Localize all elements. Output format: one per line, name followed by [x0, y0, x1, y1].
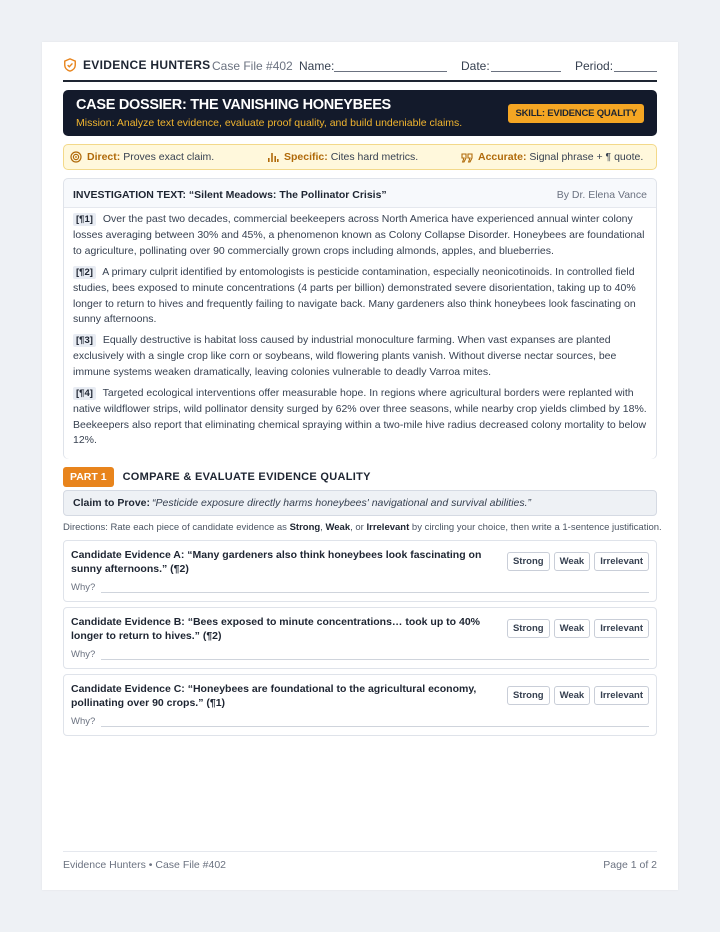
- brand: [63, 58, 210, 72]
- skill-badge: SKILL: EVIDENCE QUALITY: [508, 104, 644, 123]
- criterion-text: Signal phrase + ¶ quote.: [529, 151, 644, 163]
- rating-options: [507, 619, 649, 638]
- criterion-text: Proves exact claim.: [123, 151, 215, 163]
- case-file-label: Case File #402: [212, 59, 293, 73]
- justification-line[interactable]: [101, 592, 649, 593]
- rating-strong-button[interactable]: Strong: [507, 619, 550, 638]
- case-dossier-banner: [63, 90, 657, 136]
- criterion-label: Accurate:: [478, 151, 527, 163]
- candidate-text: Candidate Evidence A: “Many gardeners also think honeybees look fascinating on sunny afternoons.” (¶2): [71, 549, 482, 575]
- directions-strong: Strong: [289, 522, 321, 533]
- why-label: Why?: [71, 649, 96, 660]
- candidate-evidence-b: [63, 607, 657, 669]
- worksheet-header: [63, 58, 657, 82]
- page-number: Page 1 of 2: [603, 859, 657, 871]
- candidate-text: Candidate Evidence C: “Honeybees are foundational to the agricultural economy, pollinating over 90 crops.” (¶1): [71, 683, 477, 709]
- paragraph-2: [73, 265, 648, 328]
- paragraph-number: [¶2]: [73, 266, 96, 279]
- investigation-panel: [63, 178, 657, 459]
- paragraph-text: Over the past two decades, commercial beekeepers across North America have experienced annual winter colony losses averaging between 30% and 45%, a phenomenon known as Colony Collapse Disorder. Honeybees are foundational to agriculture, pollinating over 90 commercially grown crops including almonds, apples, and blueberries.: [73, 213, 645, 257]
- claim-text: “Pesticide exposure directly harms honeybees' navigational and survival abilities.”: [152, 497, 532, 509]
- quality-criteria-bar: [63, 144, 657, 170]
- investigation-body: [64, 207, 656, 459]
- footer-left: Evidence Hunters • Case File #402: [63, 859, 227, 871]
- paragraph-text: Targeted ecological interventions offer measurable hope. In regions where agricultural borders were replanted with native wildflower strips, wild pollinator density surged by 62% over three seasons, while nearby crop yields climbed by 18%. Beekeepers also report that eliminating chemical spraying within a two-mile hive radius decreased colony mortality to below 12%.: [73, 387, 647, 447]
- mission-text: Mission: Analyze text evidence, evaluate proof quality, and build undeniable claims.: [76, 117, 463, 129]
- name-field[interactable]: [334, 71, 447, 72]
- dossier-title: CASE DOSSIER: THE VANISHING HONEYBEES: [76, 97, 391, 113]
- justification-line[interactable]: [101, 659, 649, 660]
- rating-weak-button[interactable]: Weak: [554, 552, 591, 571]
- why-label: Why?: [71, 582, 96, 593]
- directions-irrelevant: Irrelevant: [366, 522, 410, 533]
- justification-line[interactable]: [101, 726, 649, 727]
- paragraph-text: Equally destructive is habitat loss caused by industrial monoculture farming. When vast expanses are planted exclusively with a single crop like corn or soybeans, wild flowering plants vanish. Without diverse nectar sources, bee immune systems weaken dramatically, leaving colonies vulnerable to deadly Varroa mites.: [73, 334, 617, 378]
- claim-box: [63, 490, 657, 516]
- paragraph-number: [¶1]: [73, 213, 96, 226]
- target-icon: [70, 151, 82, 163]
- bar-chart-icon: [267, 151, 279, 163]
- period-label: Period:: [575, 59, 614, 73]
- criterion-label: Direct:: [87, 151, 121, 163]
- candidate-evidence-c: [63, 674, 657, 736]
- directions-sep: ,: [320, 522, 326, 533]
- criterion-direct: [70, 151, 214, 163]
- paragraph-4: [73, 386, 648, 449]
- criterion-accurate: [461, 151, 643, 163]
- directions: [63, 522, 662, 533]
- brand-name: EVIDENCE HUNTERS: [83, 58, 211, 72]
- criterion-text: Cites hard metrics.: [330, 151, 419, 163]
- period-field[interactable]: [614, 71, 657, 72]
- directions-text: by circling your choice, then write a 1-sentence justification.: [409, 522, 662, 533]
- rating-options: [507, 552, 649, 571]
- paragraph-1: [73, 212, 648, 259]
- directions-weak: Weak: [325, 522, 351, 533]
- paragraph-number: [¶4]: [73, 387, 96, 400]
- rating-irrelevant-button[interactable]: Irrelevant: [594, 552, 649, 571]
- rating-irrelevant-button[interactable]: Irrelevant: [594, 686, 649, 705]
- claim-label: Claim to Prove:: [73, 497, 151, 509]
- worksheet-page: [42, 42, 678, 890]
- candidate-text: Candidate Evidence B: “Bees exposed to minute concentrations… took up to 40% longer to return to hives.” (¶2): [71, 616, 480, 642]
- quote-icon: [461, 151, 473, 163]
- rating-strong-button[interactable]: Strong: [507, 686, 550, 705]
- why-label: Why?: [71, 716, 96, 727]
- directions-text: Directions: Rate each piece of candidate evidence as: [63, 522, 290, 533]
- paragraph-3: [73, 333, 648, 380]
- investigation-title: INVESTIGATION TEXT: “Silent Meadows: The Pollinator Crisis”: [73, 189, 387, 201]
- part-tag: PART 1: [63, 467, 114, 487]
- rating-options: [507, 686, 649, 705]
- part-1-heading: [63, 467, 371, 487]
- page-footer: [63, 851, 657, 871]
- paragraph-text: A primary culprit identified by entomologists is pesticide contamination, especially neonicotinoids. In controlled field studies, bees exposed to minute concentrations (4 parts per billion) demonstrated severe disorientation, taking up to 40% longer to return to hives and frequently failing to navigate back. Many gardeners also think honeybees look fascinating on sunny afternoons.: [73, 266, 636, 326]
- directions-sep: , or: [350, 522, 367, 533]
- rating-weak-button[interactable]: Weak: [554, 686, 591, 705]
- investigation-byline: By Dr. Elena Vance: [556, 189, 647, 201]
- criterion-specific: [267, 151, 418, 163]
- date-label: Date:: [461, 59, 490, 73]
- candidate-evidence-a: [63, 540, 657, 602]
- date-field[interactable]: [491, 71, 561, 72]
- part-title: COMPARE & EVALUATE EVIDENCE QUALITY: [122, 471, 371, 483]
- paragraph-number: [¶3]: [73, 334, 96, 347]
- shield-icon: [63, 58, 77, 72]
- rating-weak-button[interactable]: Weak: [554, 619, 591, 638]
- rating-irrelevant-button[interactable]: Irrelevant: [594, 619, 649, 638]
- criterion-label: Specific:: [284, 151, 328, 163]
- rating-strong-button[interactable]: Strong: [507, 552, 550, 571]
- name-label: Name:: [299, 59, 335, 73]
